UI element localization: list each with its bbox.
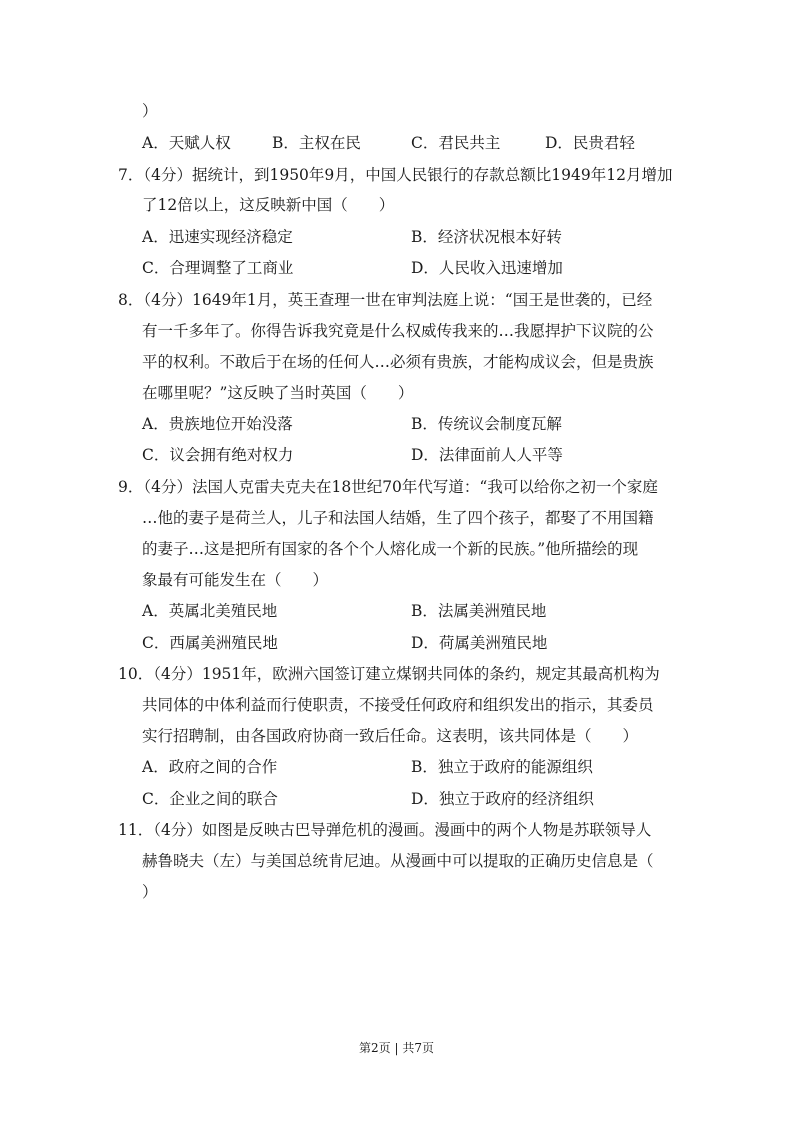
q9-line-2: …他的妻子是荷兰人，儿子和法国人结婚，生了四个孩子，都娶了不用国籍 [142,509,654,527]
q11-line-1: 11．（4分）如图是反映古巴导弹危机的漫画。漫画中的两个人物是苏联领导人 [118,821,652,839]
q8-line-2: 有一千多年了。你得告诉我究竟是什么权威传我来的…我愿捍护下议院的公 [142,322,654,340]
q8-line-4: 在哪里呢？”这反映了当时英国（ ） [142,384,414,402]
q11-line-2: 赫鲁晓夫（左）与美国总统肯尼迪。从漫画中可以提取的正确历史信息是（ [142,852,654,870]
q10-option-a: A．政府之间的合作 [142,758,278,776]
q9-option-a: A．英属北美殖民地 [142,602,278,620]
q10-option-d: D．独立于政府的经济组织 [411,790,594,808]
q10-line-3: 实行招聘制，由各国政府协商一致后任命。这表明，该共同体是（ ） [142,727,639,745]
q10-option-c: C．企业之间的联合 [142,790,278,808]
q8-option-a: A．贵族地位开始没落 [142,415,293,433]
q11-line-3: ） [142,883,158,901]
q6-option-a: A．天赋人权 [142,134,231,152]
q8-line-3: 平的权利。不敢后于在场的任何人…必须有贵族，才能构成议会，但是贵族 [142,353,654,371]
q6-option-d: D．民贵君轻 [545,134,635,152]
q9-line-3: 的妻子…这是把所有国家的各个个人熔化成一个新的民族。”他所描绘的现 [142,540,639,558]
q10-line-2: 共同体的中体利益而行使职责，不接受任何政府和组织发出的指示，其委员 [142,696,654,714]
q8-option-c: C．议会拥有绝对权力 [142,446,294,464]
q9-option-b: B．法属美洲殖民地 [411,602,547,620]
q6-option-b: B．主权在民 [272,134,361,152]
q9-option-c: C．西属美洲殖民地 [142,634,278,652]
q8-line-1: 8．（4分）1649年1月，英王查理一世在审判法庭上说：“国王是世袭的，已经 [118,291,653,309]
q7-line-1: 7．（4分）据统计，到1950年9月，中国人民银行的存款总额比1949年12月增加 [118,166,673,184]
q9-option-d: D．荷属美洲殖民地 [411,634,548,652]
q7-option-a: A．迅速实现经济稳定 [142,228,293,246]
q7-option-c: C．合理调整了工商业 [142,259,294,277]
q8-option-b: B．传统议会制度瓦解 [411,415,562,433]
q6-tail: ） [142,102,158,120]
q7-option-d: D．人民收入迅速增加 [411,259,563,277]
page-footer: 第2页 | 共7页 [359,1041,434,1055]
q7-line-2: 了12倍以上，这反映新中国（ ） [142,196,395,214]
q6-option-c: C．君民共主 [411,134,501,152]
q7-option-b: B．经济状况根本好转 [411,228,562,246]
q8-option-d: D．法律面前人人平等 [411,446,563,464]
q10-option-b: B．独立于政府的能源组织 [411,758,593,776]
q9-line-4: 象最有可能发生在（ ） [142,571,329,589]
q10-line-1: 10．（4分）1951年，欧洲六国签订建立煤钢共同体的条约，规定其最高机构为 [118,665,660,683]
q9-line-1: 9．（4分）法国人克雷夫克夫在18世纪70年代写道：“我可以给你之初一个家庭 [118,478,658,496]
